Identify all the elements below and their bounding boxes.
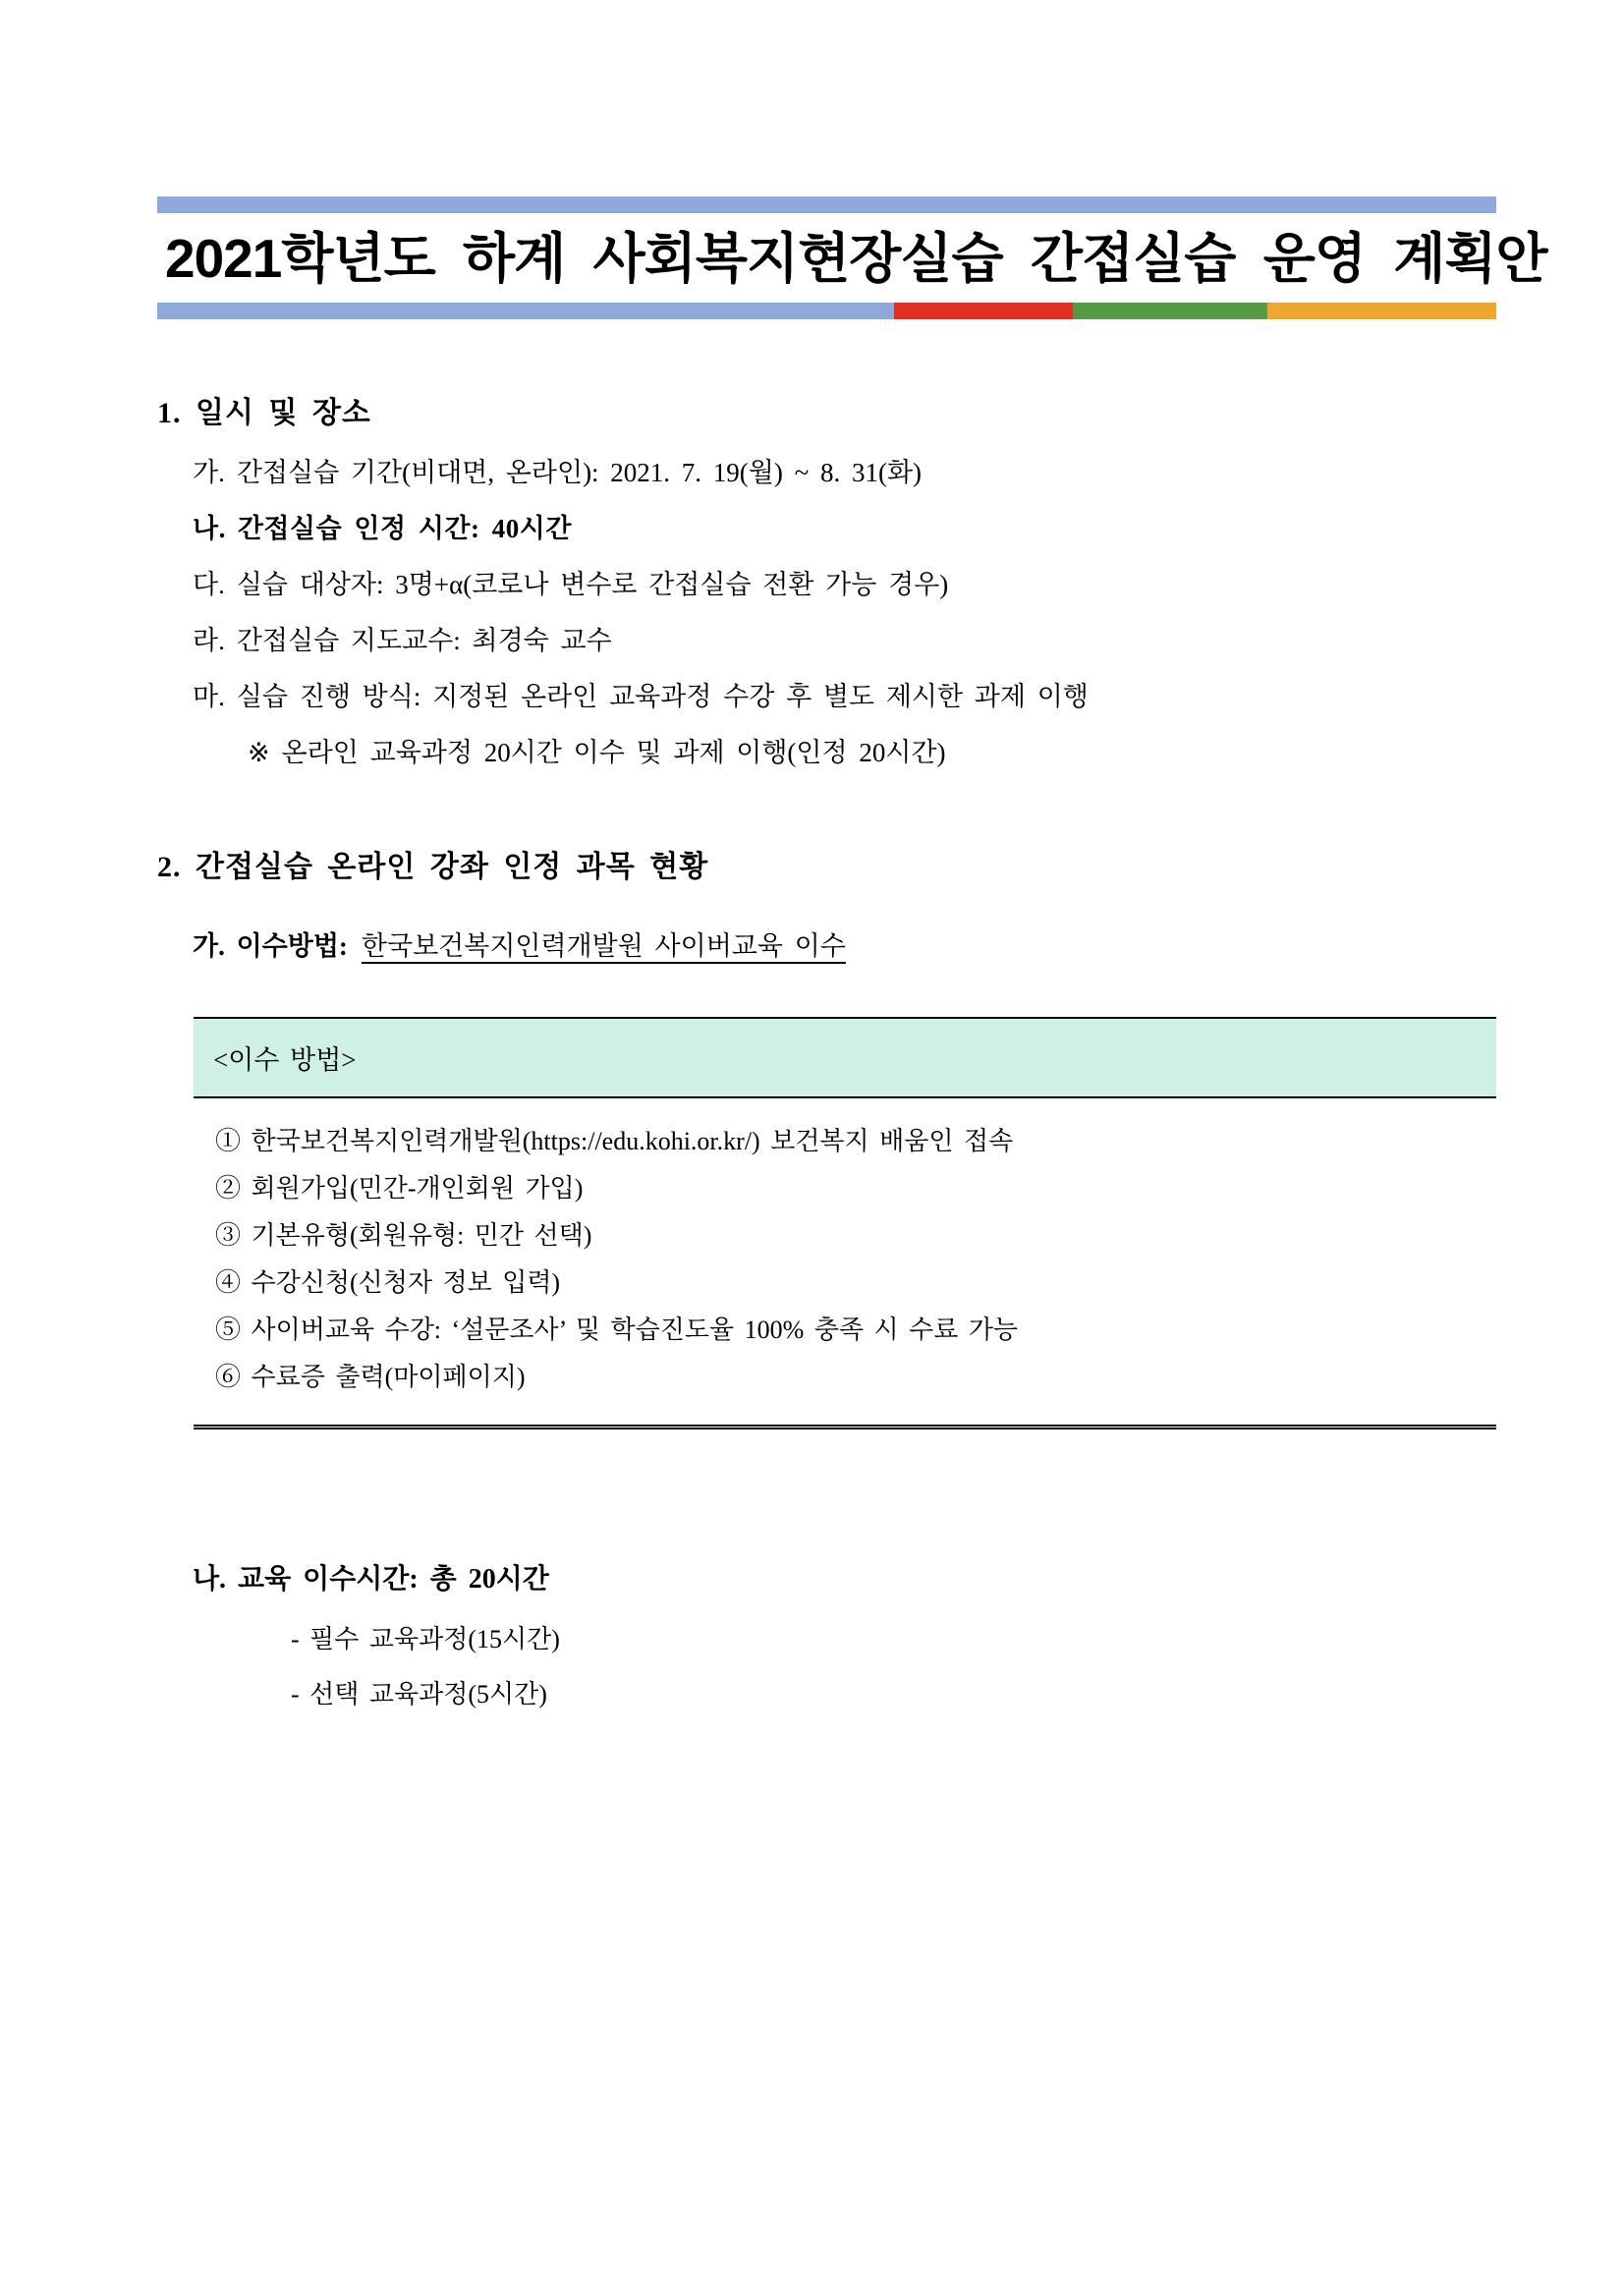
list-item [193, 557, 1496, 613]
method-step: ⑥ 수료증 출력(마이페이지) [215, 1362, 526, 1391]
hours-item: - 선택 교육과정(5시간) [291, 1679, 547, 1708]
bar-segment-orange [1267, 303, 1496, 319]
method-line [193, 926, 1496, 966]
title-bottom-bar [157, 303, 1496, 319]
hours-list [291, 1612, 1496, 1722]
method-label: 가. 이수방법: [193, 930, 348, 961]
list-item [193, 501, 1496, 557]
list-item-text: 간접실습 지도교수: 최경숙 교수 [236, 625, 612, 655]
section-1-list [157, 445, 1496, 781]
list-item [193, 613, 1496, 669]
method-box [194, 1017, 1496, 1429]
list-item [193, 669, 1496, 725]
list-item [193, 445, 1496, 501]
bar-segment-green [1073, 303, 1267, 319]
list-item-text: 온라인 교육과정 20시간 이수 및 과제 이행(인정 20시간) [281, 737, 946, 767]
list-item-label: 나. [193, 513, 226, 543]
method-step: ② 회원가입(민간-개인회원 가입) [215, 1173, 584, 1203]
bar-segment-blue [157, 303, 894, 319]
method-step: ④ 수강신청(신청자 정보 입력) [215, 1267, 561, 1297]
method-value: 한국보건복지인력개발원 사이버교육 이수 [361, 930, 846, 961]
list-item-label: 다. [193, 569, 225, 599]
list-item-label: 라. [193, 625, 225, 655]
list-item-label: 마. [193, 681, 225, 711]
title-top-bar [157, 196, 1496, 213]
page-title: 2021학년도 하계 사회복지현장실습 간접실습 운영 계획안 [165, 228, 1547, 289]
method-step: ⑤ 사이버교육 수강: ‘설문조사’ 및 학습진도율 100% 충족 시 수료 가능 [215, 1315, 1019, 1344]
method-step: ③ 기본유형(회원유형: 민간 선택) [215, 1220, 592, 1250]
section-2-heading: 2. 간접실습 온라인 강좌 인정 과목 현황 [157, 850, 709, 883]
method-step: ① 한국보건복지인력개발원(https://edu.kohi.or.kr/) 보건복지 배움인 접속 [215, 1126, 1014, 1155]
hours-heading: 나. 교육 이수시간: 총 20시간 [193, 1563, 549, 1595]
list-item-label: 가. [193, 457, 225, 487]
list-item-text: 실습 대상자: 3명+α(코로나 변수로 간접실습 전환 가능 경우) [236, 569, 949, 599]
section-1-heading: 1. 일시 및 장소 [157, 396, 371, 429]
note-marker: ※ [248, 737, 270, 767]
list-item-note [248, 725, 1496, 781]
list-item-text: 간접실습 기간(비대면, 온라인): 2021. 7. 19(월) ~ 8. 31(화) [236, 457, 923, 487]
hours-item: - 필수 교육과정(15시간) [291, 1624, 560, 1653]
method-box-body [194, 1098, 1496, 1425]
bar-segment-red [894, 303, 1074, 319]
list-item-text: 간접실습 인정 시간: 40시간 [237, 513, 572, 543]
list-item-text: 실습 진행 방식: 지정된 온라인 교육과정 수강 후 별도 제시한 과제 이행 [236, 681, 1089, 711]
method-box-header: <이수 방법> [194, 1019, 1496, 1098]
